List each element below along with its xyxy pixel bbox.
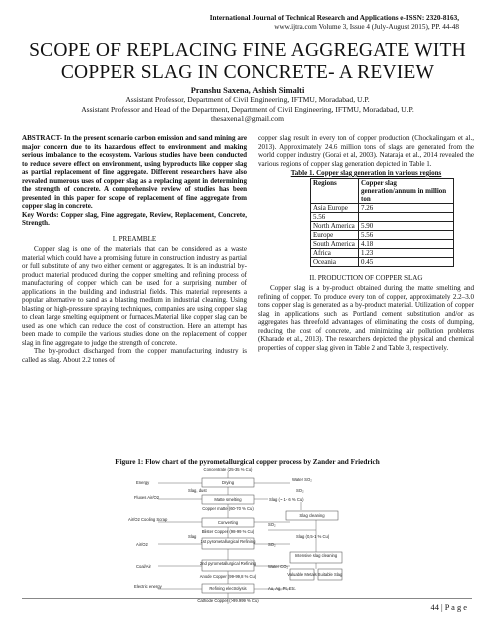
author-block: [20, 86, 475, 124]
affiliation-1: Assistant Professor, Department of Civil Engineering, IFTMU, Moradabad, U.P.: [125, 95, 370, 105]
abstract: ABSTRACT- In the present scenario carbon emission and sand mining are major concern due to its hazardous effect to environment and making serious imbalance to the ecosystem. Various studies have been conducted to reduce severe effect on environment, using byproducts like copper slag as partial replacement of fine aggregate. Different researchers have also revealed numerous uses of copper slag as a replacing agent in determining the strength of concrete. A comprehensive review of studies has been presented in this paper for scope of replacement of fine aggregate from copper slag in concrete.: [22, 134, 247, 210]
table-cell: Africa: [311, 248, 359, 257]
table-cell: Asia Europe: [311, 203, 359, 212]
slag-05-label: Slag (0,5-1 % Cu): [296, 534, 330, 539]
air-o2-label: Air/O2: [136, 542, 148, 547]
preamble-paragraph-1: Copper slag is one of the materials that can be considered as a waste material which could have a promising future in construction industry as partial or full substitute of any two either cement or aggregates. It is an industrial by-product material produced during the copper smelting and refining process of manufacturing of copper which can be used for a surprising number of applications in the building and industrial fields. This material represents a popular alternative to sand as a blasting medium in industrial cleaning. Using blasting or high-pressure spraying techniques, companies are using copper slag to clean large smelting equipment or furnaces.Material like copper slag can be used as one which can reduce the cost of construction. Here an attempt has been made to compile the various studies done on the replacement of copper slag in fine aggregate to judge the strength of concrete.: [22, 245, 247, 347]
table-cell: South America: [311, 239, 359, 248]
refining-2-label: 2nd pyrometallurgical Refining: [199, 561, 257, 566]
table-row: [311, 203, 454, 212]
journal-name: International Journal of Technical Research and Applications e-ISSN: 2320-8163,: [209, 14, 459, 22]
paper-title: [20, 40, 475, 84]
table-row: [311, 221, 454, 230]
intensive-label: Intensive slag cleaning: [294, 553, 338, 558]
journal-details: www.ijtra.com Volume 3, Issue 4 (July-August 2015), PP. 44-48: [274, 22, 459, 31]
production-paragraph: Copper slag is a by-product obtained during the matte smelting and refining of copper. To produce every ton of copper, approximately 2.2–3.0 tons copper slag is generated as a by-product material. Utilization of copper slag in applications such as Portland cement substitution and/or as aggregates has threefold advantages of eliminating the costs of dumping, reducing the cost of concrete, and minimizing air pollution problems (Kharade et al., 2013). The researchers depicted the physical and chemical properties of copper slag given in Table 2 and Table 3, respectively.: [258, 284, 474, 352]
figure-1-caption: Figure 1: Flow chart of the pyrometallurgical copper process by Zander and Friedrich: [115, 458, 380, 466]
title-line-1: SCOPE OF REPLACING FINE AGGREGATE WITH: [29, 40, 466, 61]
right-column: [258, 134, 474, 352]
table-cell: 4.18: [359, 239, 454, 248]
page-number: 44 | P a g e: [430, 603, 467, 612]
slag-cleaning-label: Slag cleaning: [299, 513, 325, 518]
left-column: [22, 134, 247, 364]
blister-copper-label: Blister Copper (98-99 % Cu): [201, 529, 255, 534]
water-so2-label: Water SO₂: [292, 477, 312, 482]
concentrate-label: Concentrate (25-35 % Cu): [203, 467, 253, 472]
so2-label-1: SO₂: [296, 488, 304, 493]
keywords: Key Words: Copper slag, Fine aggregate, Review, Replacement, Concrete, Strength.: [22, 210, 247, 227]
matte-smelting-label: Matte smelting: [214, 497, 242, 502]
table-row: [311, 212, 454, 221]
table-row: [311, 239, 454, 248]
drying-label: Drying: [221, 480, 235, 485]
slag-label: Slag: [188, 534, 197, 539]
so2-label-2: SO₂: [268, 522, 276, 527]
so2-label-3: SO₂: [268, 542, 276, 547]
table-header-cell: Copper slag generation/annum in million ton: [359, 178, 454, 203]
copper-matte-label: Copper matte (60-70 % Cu): [202, 506, 254, 511]
fluxes-label: Fluxes Air/O2: [134, 495, 160, 500]
table-row: [311, 230, 454, 239]
electric-energy-label: Electric energy: [134, 584, 162, 589]
table-1: [310, 178, 454, 267]
title-line-2: COPPER SLAG IN CONCRETE- A REVIEW: [60, 62, 435, 83]
refining-1-label: 1st pyrometallurgical Refining: [200, 539, 256, 544]
right-paragraph-1: copper slag result in every ton of copper production (Chockalingam et al., 2013). Approximately 24.6 million tons of slags are generated from the world copper industry (Gorai et al, 2003). Nataraja et al., 2014 revealed the various regions of copper slag generation depicted in Table 1.: [258, 134, 474, 168]
anode-copper-label: Anode Copper (99-99,8 % Cu): [199, 574, 257, 579]
affiliation-2: Assistant Professor and Head of the Department, Department of Civil Engineering, IFTMU, Moradabad, U.P.: [81, 104, 414, 114]
suitable-slag-label: Suitable Slag: [317, 572, 343, 577]
air-cooling-label: Air/O2 Cooling Scrap: [128, 517, 168, 522]
electrolysis-label: Refining electrolysis: [209, 586, 247, 591]
section-heading-production: II. PRODUCTION OF COPPER SLAG: [309, 273, 423, 282]
table-cell: Europe: [311, 230, 359, 239]
table-cell: 5.56: [311, 212, 359, 221]
table-cell: 7.26: [359, 203, 454, 212]
converting-label: Converting: [217, 520, 239, 525]
preamble-paragraph-2: The by-product discharged from the copper manufacturing industry is called as slag. About 2.2 tones of: [22, 347, 247, 364]
slag-dust-label: Slag, dust: [188, 488, 207, 493]
table-row: [311, 257, 454, 266]
table-cell: North America: [311, 221, 359, 230]
coal-air-label: Coal/Air: [136, 564, 151, 569]
water-co2-label: Water CO₂: [268, 564, 289, 569]
valuable-metals-label: Valuable Metals: [287, 572, 317, 577]
table-cell: 5.90: [359, 221, 454, 230]
table-row: [311, 248, 454, 257]
copper-process-flowchart: [118, 466, 378, 612]
footer-rule: [22, 598, 472, 599]
table-header-row: [311, 178, 454, 203]
au-ag-label: Au, Ag, Pt, Etc.: [268, 586, 297, 591]
table-header-cell: Regions: [311, 178, 359, 203]
table-cell: 5.56: [359, 230, 454, 239]
slag-cu-label: Slag (~ 1- 6 % Cu): [269, 497, 304, 502]
table-cell: Oceania: [311, 257, 359, 266]
table-cell: 1.23: [359, 248, 454, 257]
cathode-copper-label: Cathode Copper (>99.999 % Cu): [197, 598, 259, 603]
author-names: Pranshu Saxena, Ashish Simalti: [190, 86, 305, 95]
author-email: thesaxena1@gmail.com: [211, 114, 284, 124]
table-cell: 0.45: [359, 257, 454, 266]
journal-header: [210, 14, 459, 31]
section-heading-preamble: I. PREAMBLE: [112, 234, 157, 243]
energy-label: Energy: [136, 480, 150, 485]
table-cell: [359, 212, 454, 221]
table-1-caption: Table 1. Copper slag generation in various regions: [290, 169, 442, 177]
